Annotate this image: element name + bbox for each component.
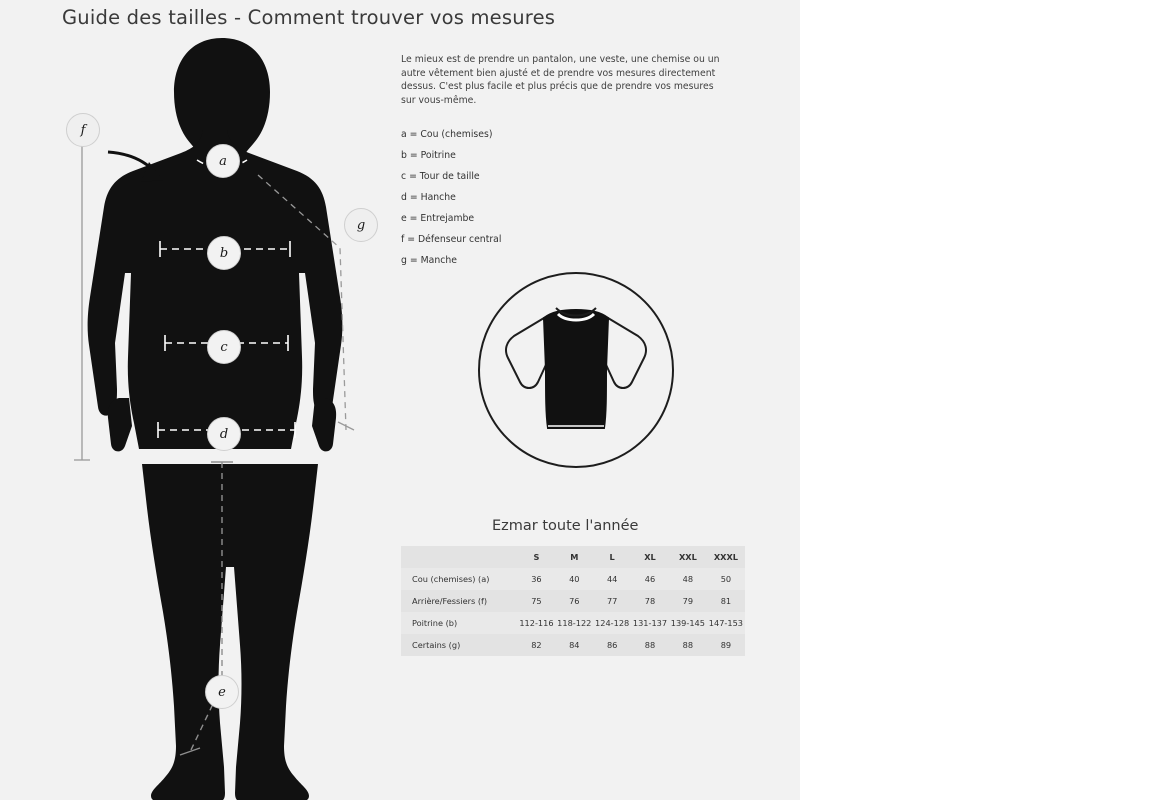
marker-f: f: [66, 113, 100, 147]
marker-e: e: [205, 675, 239, 709]
row-label-sleeve: Certains (g): [412, 640, 461, 650]
cell-back-xxl: 79: [682, 596, 694, 606]
cell-back-s: 75: [531, 596, 542, 606]
row-label-neck: Cou (chemises) (a): [412, 574, 490, 584]
cell-back-l: 77: [606, 596, 618, 606]
legend-item-a: a = Cou (chemises): [401, 129, 493, 140]
table-row: [401, 634, 745, 656]
cell-sleeve-xxl: 88: [682, 640, 694, 650]
row-label-back: Arrière/Fessiers (f): [412, 596, 488, 606]
cell-back-xl: 78: [644, 596, 656, 606]
intro-paragraph: Le mieux est de prendre un pantalon, une veste, une chemise ou un autre vêtement bien ajusté et de prendre vos mesures directement dessus. C'est plus facile et plus précis que de prendre vos mesures sur vous-même.: [401, 54, 720, 107]
shirt-fit-label: Regular: [981, 568, 1020, 695]
cell-chest-xl: 131-137: [632, 618, 668, 628]
cell-neck-s: 36: [531, 574, 542, 584]
cell-chest-xxxl: 147-153: [708, 618, 743, 628]
cell-sleeve-m: 84: [569, 640, 580, 650]
marker-g: g: [344, 208, 378, 242]
column-header-xxl: XXL: [669, 546, 707, 568]
marker-b: b: [207, 236, 241, 270]
legend-item-c: c = Tour de taille: [401, 171, 480, 182]
legend-item-f: f = Défenseur central: [401, 234, 502, 245]
legend-list: [401, 128, 731, 275]
table-row: [401, 568, 745, 590]
column-header-s: S: [518, 546, 556, 568]
column-header-m: M: [555, 546, 593, 568]
cell-chest-l: 124-128: [595, 618, 630, 628]
table-header: [401, 546, 745, 568]
row-label-chest: Poitrine (b): [412, 618, 458, 628]
shirt-svg: [480, 274, 672, 466]
table-body: [401, 568, 745, 656]
cell-neck-xxxl: 50: [720, 574, 732, 584]
cell-neck-xl: 46: [644, 574, 656, 584]
legend-item-g: g = Manche: [401, 255, 457, 266]
cell-sleeve-l: 86: [606, 640, 618, 650]
cell-chest-xxl: 139-145: [670, 618, 705, 628]
cell-back-m: 76: [569, 596, 580, 606]
cell-sleeve-xl: 88: [644, 640, 656, 650]
legend-item-d: d = Hanche: [401, 192, 456, 203]
table-header-row: [401, 546, 745, 568]
size-table: [401, 546, 745, 656]
cell-chest-m: 118-122: [557, 618, 592, 628]
cell-sleeve-xxxl: 89: [720, 640, 732, 650]
table-row: [401, 590, 745, 612]
marker-a: a: [206, 144, 240, 178]
cell-neck-m: 40: [569, 574, 580, 584]
column-header-blank: [401, 546, 518, 568]
cell-neck-xxl: 48: [682, 574, 694, 584]
cell-back-xxxl: 81: [720, 596, 732, 606]
body-silhouette-diagram: [40, 30, 400, 790]
column-header-xxxl: XXXL: [707, 546, 745, 568]
legend-item-b: b = Poitrine: [401, 150, 456, 161]
legend-item-e: e = Entrejambe: [401, 213, 475, 224]
column-header-xl: XL: [631, 546, 669, 568]
page-title: Guide des tailles - Comment trouver vos mesures: [62, 6, 556, 29]
cell-chest-s: 112-116: [519, 618, 554, 628]
marker-c: c: [207, 330, 241, 364]
table-row: [401, 612, 745, 634]
cell-neck-l: 44: [606, 574, 618, 584]
table-title: Ezmar toute l'année: [492, 518, 639, 534]
marker-d: d: [207, 417, 241, 451]
column-header-l: L: [593, 546, 631, 568]
shirt-label-container: [958, 546, 1154, 742]
cell-sleeve-s: 82: [531, 640, 542, 650]
